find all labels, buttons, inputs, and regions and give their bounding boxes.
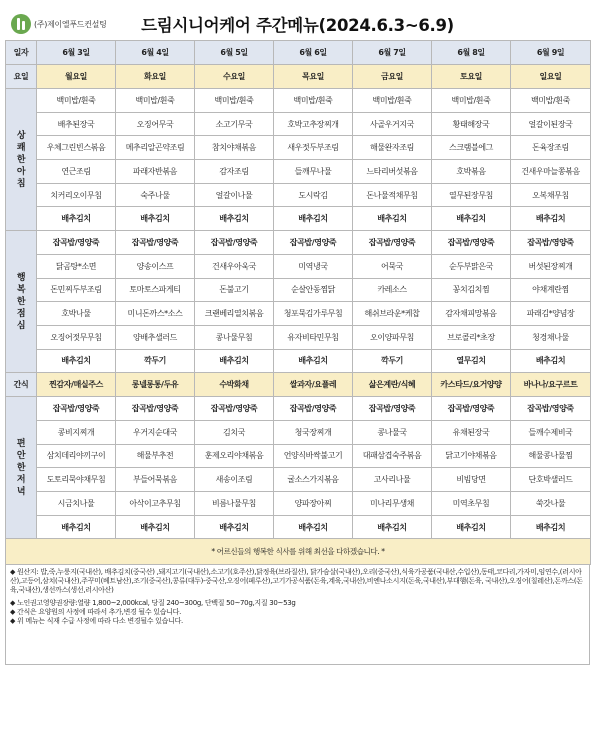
dinner-menu-item: 도토리묵야채무침 xyxy=(37,468,116,492)
breakfast-menu-item: 배추김치 xyxy=(274,207,353,231)
lunch-menu-item: 오이양파무침 xyxy=(353,325,432,349)
breakfast-menu-item: 스크램블에그 xyxy=(432,136,511,160)
breakfast-menu-item: 사골우거지국 xyxy=(353,112,432,136)
lunch-menu-item: 야채계란찜 xyxy=(511,278,591,302)
meal-label-char: 쾌 xyxy=(16,142,26,153)
breakfast-row xyxy=(6,183,591,207)
meal-label-char: 상 xyxy=(16,130,26,141)
lunch-menu-item: 잡곡밥/영양죽 xyxy=(37,231,116,255)
dinner-menu-item: 배추김치 xyxy=(432,515,511,539)
dinner-menu-item: 굴소스가지볶음 xyxy=(274,468,353,492)
breakfast-menu-item: 호박볶음 xyxy=(432,160,511,184)
snack-cell: 카스타드/요거양양 xyxy=(432,373,511,397)
breakfast-menu-item: 새우젓두부조림 xyxy=(274,136,353,160)
dinner-menu-item: 잡곡밥/영양죽 xyxy=(353,397,432,421)
date-cell: 6월 9일 xyxy=(511,41,591,65)
dinner-menu-item: 청국장찌개 xyxy=(274,420,353,444)
dinner-menu-item: 쑥갓나물 xyxy=(511,492,591,516)
breakfast-menu-item: 느타리버섯볶음 xyxy=(353,160,432,184)
lunch-menu-item: 잡곡밥/영양죽 xyxy=(353,231,432,255)
lunch-menu-item: 감자채피망볶음 xyxy=(432,302,511,326)
dinner-menu-item: 잡곡밥/영양죽 xyxy=(195,397,274,421)
meal-label-char: 점 xyxy=(16,308,26,319)
lunch-row xyxy=(6,302,591,326)
dinner-menu-item: 잡곡밥/영양죽 xyxy=(37,397,116,421)
breakfast-row xyxy=(6,89,591,113)
day-cell: 일요일 xyxy=(511,65,591,89)
breakfast-menu-item: 오징어무국 xyxy=(116,112,195,136)
dinner-menu-item: 새송이조림 xyxy=(195,468,274,492)
breakfast-menu-item: 배추김치 xyxy=(511,207,591,231)
breakfast-menu-item: 백미밥/흰죽 xyxy=(353,89,432,113)
dinner-menu-item: 대패삼겹숙주볶음 xyxy=(353,444,432,468)
lunch-menu-item: 브로콜리*초장 xyxy=(432,325,511,349)
lunch-label xyxy=(6,231,37,373)
lunch-menu-item: 호박나물 xyxy=(37,302,116,326)
breakfast-menu-item: 얼갈이된장국 xyxy=(511,112,591,136)
meal-label-char: 아 xyxy=(16,166,26,177)
breakfast-menu-item: 황태해장국 xyxy=(432,112,511,136)
dinner-row xyxy=(6,397,591,421)
lunch-menu-item: 크랜베리열치볶음 xyxy=(195,302,274,326)
lunch-label-text xyxy=(7,272,35,332)
dinner-menu-item: 콩나물국 xyxy=(353,420,432,444)
dinner-row xyxy=(6,468,591,492)
lunch-menu-item: 건새우아욱국 xyxy=(195,254,274,278)
breakfast-menu-item: 백미밥/흰죽 xyxy=(116,89,195,113)
lunch-menu-item: 미니돈까스*소스 xyxy=(116,302,195,326)
snack-row-label: 간식 xyxy=(6,373,37,397)
lunch-menu-item: 배추김치 xyxy=(274,349,353,373)
dinner-menu-item: 잡곡밥/영양죽 xyxy=(511,397,591,421)
breakfast-label xyxy=(6,89,37,231)
dinner-menu-item: 배추김치 xyxy=(195,515,274,539)
day-row xyxy=(6,65,591,89)
page-header xyxy=(5,6,590,40)
breakfast-menu-item: 감자조림 xyxy=(195,160,274,184)
dinner-menu-item: 배추김치 xyxy=(353,515,432,539)
breakfast-label-text xyxy=(7,130,35,190)
lunch-menu-item: 양배추샐러드 xyxy=(116,325,195,349)
breakfast-menu-item: 호박고추장찌개 xyxy=(274,112,353,136)
snack-cell: 찐감자/매실주스 xyxy=(37,373,116,397)
lunch-row xyxy=(6,254,591,278)
snack-cell: 삶은계란/식혜 xyxy=(353,373,432,397)
meal-label-char: 안 xyxy=(16,450,26,461)
lunch-menu-item: 닭곰탕*소면 xyxy=(37,254,116,278)
dinner-menu-item: 해물부추전 xyxy=(116,444,195,468)
dinner-menu-item: 배추김치 xyxy=(116,515,195,539)
dinner-menu-item: 삼치데리야끼구이 xyxy=(37,444,116,468)
meal-label-char: 침 xyxy=(16,178,26,189)
dinner-menu-item: 미역초무침 xyxy=(432,492,511,516)
notice-row xyxy=(6,539,591,565)
meal-label-char: 복 xyxy=(16,284,26,295)
date-cell: 6월 8일 xyxy=(432,41,511,65)
meal-label-char: 한 xyxy=(16,462,26,473)
lunch-menu-item: 청경채나물 xyxy=(511,325,591,349)
lunch-menu-item: 카레소스 xyxy=(353,278,432,302)
lunch-menu-item: 잡곡밥/영양죽 xyxy=(511,231,591,255)
lunch-menu-item: 잡곡밥/영양죽 xyxy=(432,231,511,255)
breakfast-menu-item: 배추김치 xyxy=(432,207,511,231)
snack-row xyxy=(6,373,591,397)
breakfast-row xyxy=(6,207,591,231)
dinner-menu-item: 훈제오리야채볶음 xyxy=(195,444,274,468)
dinner-menu-item: 김치국 xyxy=(195,420,274,444)
dinner-menu-item: 배추김치 xyxy=(37,515,116,539)
meal-label-char: 한 xyxy=(16,296,26,307)
date-cell: 6월 4일 xyxy=(116,41,195,65)
breakfast-menu-item: 배추된장국 xyxy=(37,112,116,136)
day-cell: 토요일 xyxy=(432,65,511,89)
lunch-menu-item: 돈민찌두부조림 xyxy=(37,278,116,302)
day-row-label: 요일 xyxy=(6,65,37,89)
meal-label-char: 편 xyxy=(16,438,26,449)
dinner-menu-item: 비빔당면 xyxy=(432,468,511,492)
dinner-menu-item: 양파장아찌 xyxy=(274,492,353,516)
snack-note: ◆ 간식은 요양원의 사정에 따라서 추가,변경 될수 있습니다. xyxy=(10,608,182,617)
lunch-menu-item: 꽁치김치찜 xyxy=(432,278,511,302)
dinner-label xyxy=(6,397,37,539)
date-row xyxy=(6,41,591,65)
snack-cell: 수박화채 xyxy=(195,373,274,397)
page-title: 드림시니어케어 주간메뉴(2024.6.3~6.9) xyxy=(141,16,454,35)
meal-label-char: 녁 xyxy=(16,486,26,497)
breakfast-menu-item: 연근조림 xyxy=(37,160,116,184)
lunch-menu-item: 청포묵김가루무침 xyxy=(274,302,353,326)
lunch-menu-item: 열무김치 xyxy=(432,349,511,373)
dinner-menu-item: 배추김치 xyxy=(274,515,353,539)
dinner-label-text xyxy=(7,438,35,498)
meal-label-char: 심 xyxy=(16,320,26,331)
lunch-row xyxy=(6,231,591,255)
dinner-row xyxy=(6,492,591,516)
lunch-menu-item: 돈불고기 xyxy=(195,278,274,302)
logo-text: (주)제이엘푸드컨설팅 xyxy=(34,19,107,29)
dinner-menu-item: 잡곡밥/영양죽 xyxy=(432,397,511,421)
breakfast-row xyxy=(6,112,591,136)
dinner-menu-item: 고사리나물 xyxy=(353,468,432,492)
lunch-menu-item: 유자비타민무침 xyxy=(274,325,353,349)
meal-label-char: 저 xyxy=(16,474,26,485)
dinner-row xyxy=(6,420,591,444)
breakfast-menu-item: 백미밥/흰죽 xyxy=(274,89,353,113)
dinner-row xyxy=(6,515,591,539)
breakfast-menu-item: 치커리오이무침 xyxy=(37,183,116,207)
lunch-menu-item: 배추김치 xyxy=(195,349,274,373)
breakfast-menu-item: 백미밥/흰죽 xyxy=(37,89,116,113)
breakfast-menu-item: 배추김치 xyxy=(353,207,432,231)
breakfast-row xyxy=(6,136,591,160)
breakfast-menu-item: 메추리알곤약조림 xyxy=(116,136,195,160)
weekly-menu-table xyxy=(5,40,591,565)
date-cell: 6월 3일 xyxy=(37,41,116,65)
dinner-menu-item: 들깨수제비국 xyxy=(511,420,591,444)
breakfast-menu-item: 백미밥/흰죽 xyxy=(432,89,511,113)
dinner-menu-item: 언양식바싹불고기 xyxy=(274,444,353,468)
lunch-menu-item: 잡곡밥/영양죽 xyxy=(195,231,274,255)
breakfast-menu-item: 배추김치 xyxy=(37,207,116,231)
dinner-menu-item: 아삭이고추무침 xyxy=(116,492,195,516)
nutrition-info: ◆ 노인권고영양권장량:열량 1,800~2,000kcal, 당질 240~300g, 단백질 50~70g,지질 30~53g xyxy=(10,599,296,608)
lunch-menu-item: 순두부맑은국 xyxy=(432,254,511,278)
date-cell: 6월 5일 xyxy=(195,41,274,65)
dinner-menu-item: 배추김치 xyxy=(511,515,591,539)
date-cell: 6월 6일 xyxy=(274,41,353,65)
lunch-menu-item: 배추김치 xyxy=(511,349,591,373)
dinner-menu-item: 유채된장국 xyxy=(432,420,511,444)
date-row-label: 일자 xyxy=(6,41,37,65)
dinner-menu-item: 잡곡밥/영양죽 xyxy=(116,397,195,421)
breakfast-menu-item: 숙주나물 xyxy=(116,183,195,207)
breakfast-menu-item: 얼갈이나물 xyxy=(195,183,274,207)
breakfast-menu-item: 백미밥/흰죽 xyxy=(195,89,274,113)
origin-info: ◆ 원산지: 밥,죽,누룽지(국내산), 배추김치(중국산) ,돼지고기(국내산),소고기(호주산),닭정육(브라질산), 닭가슴살(국내산),오리(중국산),식육가공품(국내산,수입산),동태,코다리,가자미,임연수,(러시아산),고등어,삼치(국내산),주꾸미(베트남산),조기(중국산),콩류(대두)-중국산,오징어(페루산),고기가공식품(돈육,계육,국내산),비엔나소시지(돈육,국내산),부대햄(돈육, 국내산),오징어(칠레산),돈까스(돈육,국내산),생선까스(생선,러시아산) xyxy=(10,568,583,595)
lunch-menu-item: 양송이스프 xyxy=(116,254,195,278)
dinner-menu-item: 콩비지찌개 xyxy=(37,420,116,444)
breakfast-menu-item: 배추김치 xyxy=(116,207,195,231)
date-cell: 6월 7일 xyxy=(353,41,432,65)
lunch-menu-item: 어묵국 xyxy=(353,254,432,278)
breakfast-menu-item: 건새우마늘쫑볶음 xyxy=(511,160,591,184)
breakfast-menu-item: 돈육장조림 xyxy=(511,136,591,160)
breakfast-menu-item: 해물완자조림 xyxy=(353,136,432,160)
snack-cell: 롱넬롱통/두유 xyxy=(116,373,195,397)
breakfast-menu-item: 백미밥/흰죽 xyxy=(511,89,591,113)
meal-label-char: 한 xyxy=(16,154,26,165)
dinner-menu-item: 미나리무생채 xyxy=(353,492,432,516)
dinner-menu-item: 닭고기야채볶음 xyxy=(432,444,511,468)
breakfast-menu-item: 파래자반볶음 xyxy=(116,160,195,184)
breakfast-menu-item: 도시락김 xyxy=(274,183,353,207)
menu-footer xyxy=(5,565,590,665)
snack-cell: 쌀과자/요플레 xyxy=(274,373,353,397)
breakfast-menu-item: 들깨무나물 xyxy=(274,160,353,184)
meal-label-char: 행 xyxy=(16,272,26,283)
day-cell: 수요일 xyxy=(195,65,274,89)
breakfast-menu-item: 오복채무침 xyxy=(511,183,591,207)
notice-text: * 어르신들의 행복한 식사를 위해 최선을 다하겠습니다. * xyxy=(6,539,591,565)
breakfast-menu-item: 참치야채볶음 xyxy=(195,136,274,160)
lunch-menu-item: 깍두기 xyxy=(353,349,432,373)
lunch-menu-item: 잡곡밥/영양죽 xyxy=(274,231,353,255)
lunch-menu-item: 토마토스파게티 xyxy=(116,278,195,302)
dinner-menu-item: 단호박샐러드 xyxy=(511,468,591,492)
lunch-row xyxy=(6,325,591,349)
breakfast-menu-item: 돈나물적채무침 xyxy=(353,183,432,207)
lunch-row xyxy=(6,349,591,373)
lunch-menu-item: 해쉬브라운*케찹 xyxy=(353,302,432,326)
lunch-menu-item: 파래김*양념장 xyxy=(511,302,591,326)
breakfast-menu-item: 열무된장무침 xyxy=(432,183,511,207)
lunch-menu-item: 미역냉국 xyxy=(274,254,353,278)
lunch-menu-item: 콩나물무침 xyxy=(195,325,274,349)
snack-cell: 바나나/요구르트 xyxy=(511,373,591,397)
dinner-menu-item: 부들어묵볶음 xyxy=(116,468,195,492)
day-cell: 월요일 xyxy=(37,65,116,89)
dinner-menu-item: 비름나물무침 xyxy=(195,492,274,516)
day-cell: 금요일 xyxy=(353,65,432,89)
lunch-menu-item: 버섯된장찌개 xyxy=(511,254,591,278)
lunch-menu-item: 배추김치 xyxy=(37,349,116,373)
dinner-menu-item: 해물콩나물찜 xyxy=(511,444,591,468)
lunch-menu-item: 순살안동찜닭 xyxy=(274,278,353,302)
dinner-menu-item: 잡곡밥/영양죽 xyxy=(274,397,353,421)
breakfast-menu-item: 소고기무국 xyxy=(195,112,274,136)
lunch-menu-item: 오징어젓무무침 xyxy=(37,325,116,349)
lunch-row xyxy=(6,278,591,302)
day-cell: 화요일 xyxy=(116,65,195,89)
dinner-row xyxy=(6,444,591,468)
dinner-menu-item: 우거지순대국 xyxy=(116,420,195,444)
breakfast-menu-item: 우체그린빈스볶음 xyxy=(37,136,116,160)
lunch-menu-item: 깍두기 xyxy=(116,349,195,373)
breakfast-row xyxy=(6,160,591,184)
lunch-menu-item: 잡곡밥/영양죽 xyxy=(116,231,195,255)
dinner-menu-item: 시금치나물 xyxy=(37,492,116,516)
day-cell: 목요일 xyxy=(274,65,353,89)
menu-change-note: ◆ 위 메뉴는 식재 수급 사정에 따라 다소 변경될수 있습니다. xyxy=(10,617,183,626)
breakfast-menu-item: 배추김치 xyxy=(195,207,274,231)
